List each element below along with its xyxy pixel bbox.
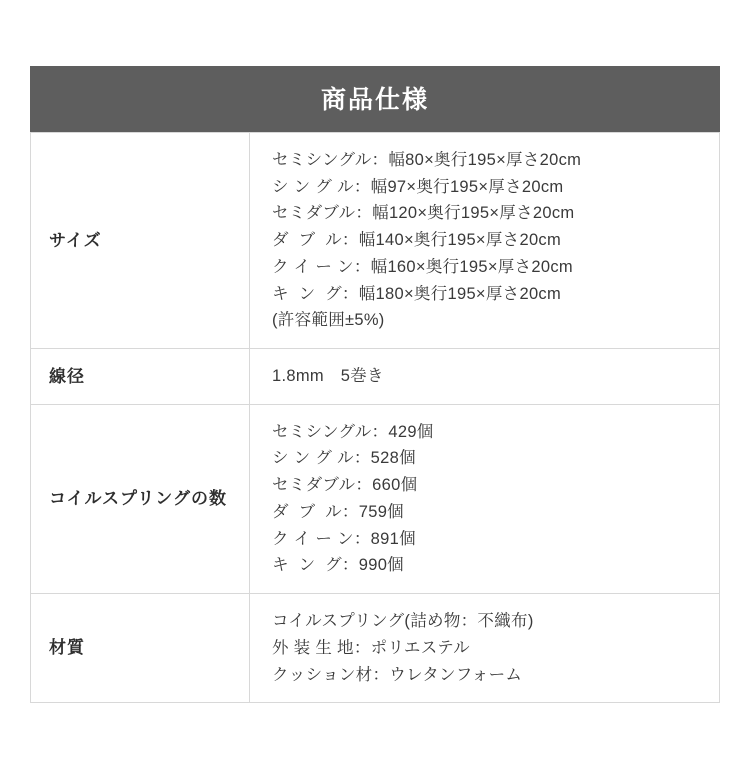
table-row	[31, 594, 720, 703]
spec-line: キ ン グ：幅180×奥行195×厚さ20cm	[272, 284, 562, 303]
spec-line: セミダブル：幅120×奥行195×厚さ20cm	[272, 204, 575, 223]
spec-label-material: 材質	[31, 594, 250, 703]
table-row	[31, 133, 720, 349]
spec-line: ダ ブ ル：幅140×奥行195×厚さ20cm	[272, 231, 562, 250]
spec-line: ク イ ー ン：幅160×奥行195×厚さ20cm	[272, 257, 573, 276]
spec-line: 1.8mm 5巻き	[272, 367, 384, 386]
table-row	[31, 349, 720, 405]
spec-line: シ ン グ ル：528個	[272, 449, 416, 468]
spec-line: キ ン グ：990個	[272, 556, 404, 575]
spec-value-size	[250, 133, 720, 349]
spec-line: (許容範囲±5%)	[272, 311, 385, 330]
spec-line: クッション材：ウレタンフォーム	[272, 665, 523, 684]
spec-line: コイルスプリング(詰め物：不織布)	[272, 612, 534, 631]
spec-line: シ ン グ ル：幅97×奥行195×厚さ20cm	[272, 177, 564, 196]
spec-line: ダ ブ ル：759個	[272, 502, 404, 521]
spec-value-wire-diameter	[250, 349, 720, 405]
spec-table-title: 商品仕様	[30, 66, 720, 132]
product-spec-table	[30, 66, 720, 703]
spec-line: セミダブル：660個	[272, 476, 418, 495]
table-row	[31, 404, 720, 593]
spec-label-wire-diameter: 線径	[31, 349, 250, 405]
spec-line: セミシングル：429個	[272, 422, 434, 441]
spec-line: ク イ ー ン：891個	[272, 529, 416, 548]
spec-line: 外 装 生 地：ポリエステル	[272, 638, 470, 657]
spec-value-material	[250, 594, 720, 703]
spec-label-coil-count: コイルスプリングの数	[31, 404, 250, 593]
spec-line: セミシングル：幅80×奥行195×厚さ20cm	[272, 151, 582, 169]
spec-value-coil-count	[250, 404, 720, 593]
spec-label-size: サイズ	[31, 133, 250, 349]
